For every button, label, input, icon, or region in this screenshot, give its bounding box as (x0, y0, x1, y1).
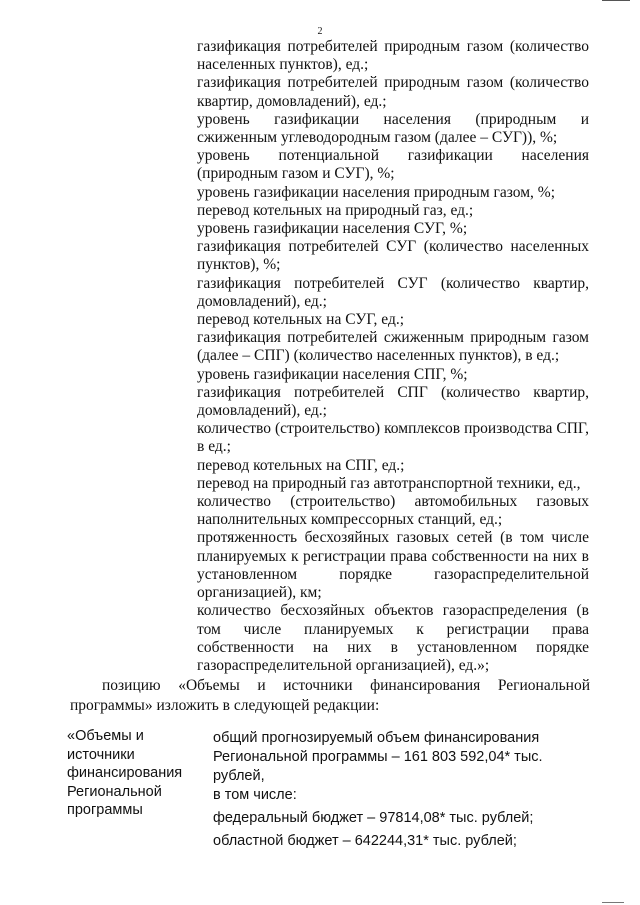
list-item: газификация потребителей природным газом (количество квартир, домовладений), ед.; (197, 74, 589, 110)
list-item: перевод котельных на СПГ, ед.; (197, 456, 405, 474)
federal-budget: федеральный бюджет – 97814,08* тыс. рублей; (213, 810, 534, 826)
list-item: перевод на природный газ автотранспортной техники, ед., (197, 474, 581, 492)
page-number: 2 (317, 26, 323, 37)
list-item: уровень газификации населения СПГ, %; (197, 365, 468, 383)
indicator-list (197, 38, 589, 675)
list-item: уровень газификации населения СУГ, %; (197, 220, 468, 238)
financing-including: в том числе: (213, 787, 297, 803)
list-item: перевод котельных на СУГ, ед.; (197, 311, 405, 329)
list-item: перевод котельных на природный газ, ед.; (197, 201, 474, 219)
financing-total-label: общий прогнозируемый объем финансирования (213, 730, 540, 746)
list-item: газификация потребителей СУГ (количество населенных пунктов), %; (197, 238, 589, 274)
list-item: количество (строительство) автомобильных газовых наполнительных компрессорных станций, ед.; (197, 493, 589, 529)
list-item: газификация потребителей сжиженным природным газом (далее – СПГ) (количество населенных пунктов), в ед.; (197, 329, 589, 365)
amendment-intro-continued: программы» изложить в следующей редакции: (70, 697, 380, 714)
scan-edge-mark (602, 0, 630, 4)
position-title-line: Региональной (67, 783, 162, 800)
financing-details (213, 729, 593, 851)
list-item: газификация потребителей природным газом (количество населенных пунктов), ед.; (197, 38, 589, 74)
amendment-intro: позицию «Объемы и источники финансирования Региональной (102, 677, 590, 694)
position-title-line: программы (67, 802, 143, 818)
list-item: уровень газификации населения (природным и сжиженным углеводородным газом (далее – СУГ)), %; (197, 110, 589, 147)
list-item: газификация потребителей СУГ (количество квартир, домовладений), ед.; (197, 274, 589, 310)
scan-edge-mark (602, 900, 624, 903)
list-item: протяженность бесхозяйных газовых сетей (в том числе планируемых к регистрации права собственности на них в установленном порядке газораспределительной организацией), км; (197, 529, 589, 602)
list-item: уровень потенциальной газификации населения (природным газом и СУГ), %; (197, 147, 589, 183)
regional-budget: областной бюджет – 642244,31* тыс. рублей; (213, 833, 517, 849)
financing-total-value: Региональной программы – 161 803 592,04* тыс. рублей, (213, 749, 543, 784)
position-title (67, 727, 197, 820)
list-item: количество (строительство) комплексов производства СПГ, в ед.; (197, 420, 589, 456)
list-item: уровень газификации населения природным газом, %; (197, 183, 556, 201)
position-title-line: источники (67, 746, 135, 763)
position-title-line: «Объемы и (67, 728, 144, 744)
list-item: газификация потребителей СПГ (количество квартир, домовладений), ед.; (197, 383, 589, 420)
list-item: количество бесхозяйных объектов газораспределения (в том числе планируемых к регистрации права собственности на них в установленном порядке газораспределительной организацией), ед.»; (197, 602, 589, 674)
position-title-line: финансирования (67, 765, 183, 781)
